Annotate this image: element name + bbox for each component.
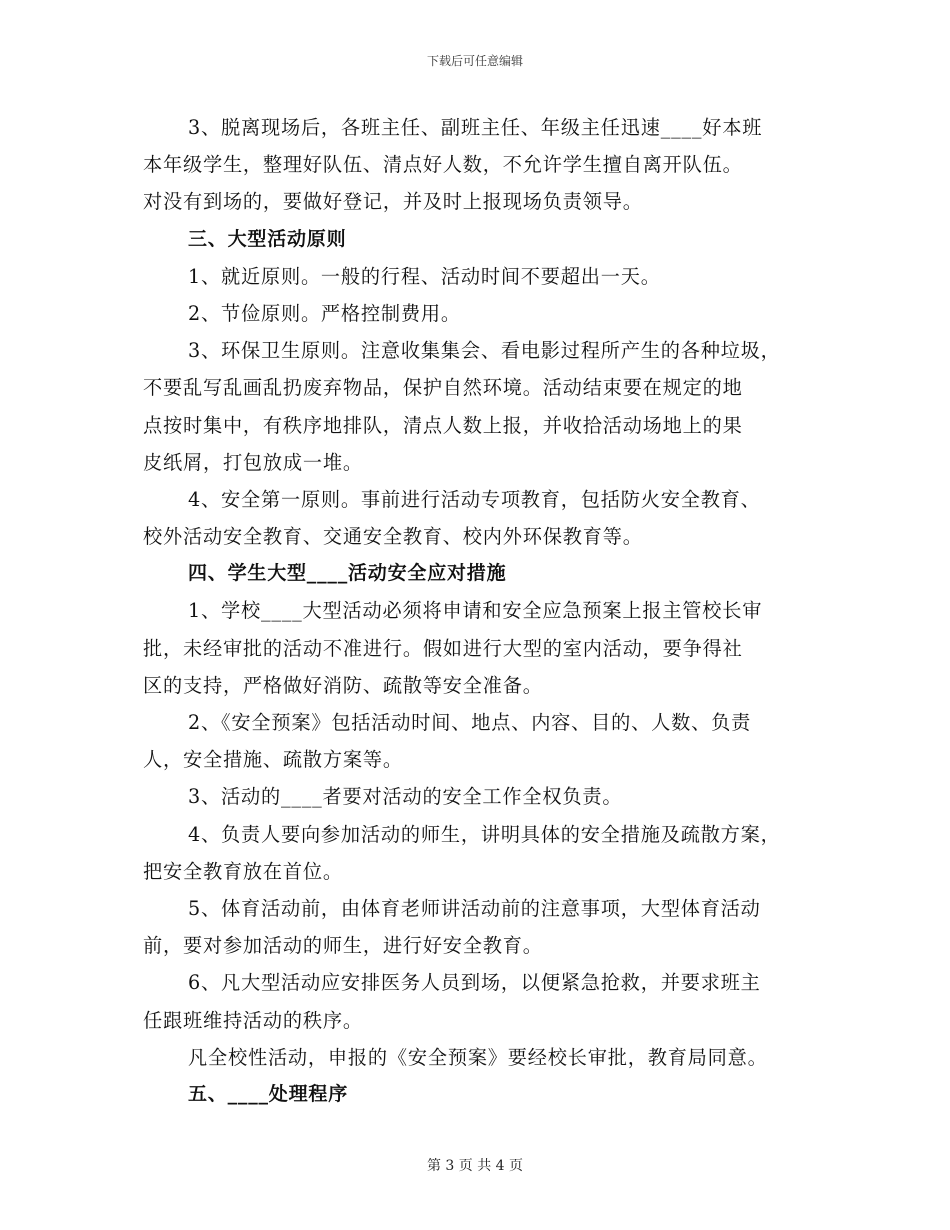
paragraph-line: 6、凡大型活动应安排医务人员到场，以便紧急抢救，并要求班主 <box>188 971 761 995</box>
paragraph-line: 本年级学生，整理好队伍、清点好人数，不允许学生擅自离开队伍。 <box>143 153 743 177</box>
paragraph-line: 2、节俭原则。严格控制费用。 <box>188 301 461 325</box>
paragraph-line: 区的支持，严格做好消防、疏散等安全准备。 <box>143 673 543 697</box>
page-footer: 第 3 页 共 4 页 <box>426 1158 524 1174</box>
paragraph-line: 4、负责人要向参加活动的师生，讲明具体的安全措施及疏散方案， <box>188 822 781 846</box>
paragraph-line: 皮纸屑，打包放成一堆。 <box>143 450 363 474</box>
paragraph-line: 批，未经审批的活动不准进行。假如进行大型的室内活动，要争得社 <box>143 636 743 660</box>
paragraph-line: 凡全校性活动，申报的《安全预案》要经校长审批，教育局同意。 <box>188 1045 768 1069</box>
paragraph-line: 3、活动的____者要对活动的安全工作全权负责。 <box>188 785 623 809</box>
document-body <box>143 109 823 1113</box>
paragraph-line: 4、安全第一原则。事前进行活动专项教育，包括防火安全教育、 <box>188 487 761 511</box>
page-header: 下载后可任意编辑 <box>426 54 523 68</box>
paragraph-line: 任跟班维持活动的秩序。 <box>143 1008 363 1032</box>
section-heading: 五、____处理程序 <box>188 1082 349 1105</box>
paragraph-line: 1、就近原则。一般的行程、活动时间不要超出一天。 <box>188 264 661 288</box>
paragraph-line: 把安全教育放在首位。 <box>143 859 343 883</box>
section-heading: 三、大型活动原则 <box>188 227 347 250</box>
paragraph-line: 点按时集中，有秩序地排队，清点人数上报，并收拾活动场地上的果 <box>143 413 743 437</box>
paragraph-line: 前，要对参加活动的师生，进行好安全教育。 <box>143 934 543 958</box>
paragraph-line: 1、学校____大型活动必须将申请和安全应急预案上报主管校长审 <box>188 599 763 623</box>
section-heading: 四、学生大型____活动安全应对措施 <box>188 562 507 585</box>
paragraph-line: 对没有到场的，要做好登记，并及时上报现场负责领导。 <box>143 190 643 214</box>
paragraph-line: 人，安全措施、疏散方案等。 <box>143 748 403 772</box>
paragraph-line: 2、《安全预案》包括活动时间、地点、内容、目的、人数、负责 <box>188 711 752 734</box>
paragraph-line: 3、脱离现场后，各班主任、副班主任、年级主任迅速____好本班 <box>188 116 763 139</box>
paragraph-line: 5、体育活动前，由体育老师讲活动前的注意事项，大型体育活动 <box>188 896 761 920</box>
paragraph-line: 3、环保卫生原则。注意收集集会、看电影过程所产生的各种垃圾， <box>188 339 781 363</box>
paragraph-line: 不要乱写乱画乱扔废弃物品，保护自然环境。活动结束要在规定的地 <box>143 376 743 400</box>
paragraph-line: 校外活动安全教育、交通安全教育、校内外环保教育等。 <box>143 525 643 549</box>
